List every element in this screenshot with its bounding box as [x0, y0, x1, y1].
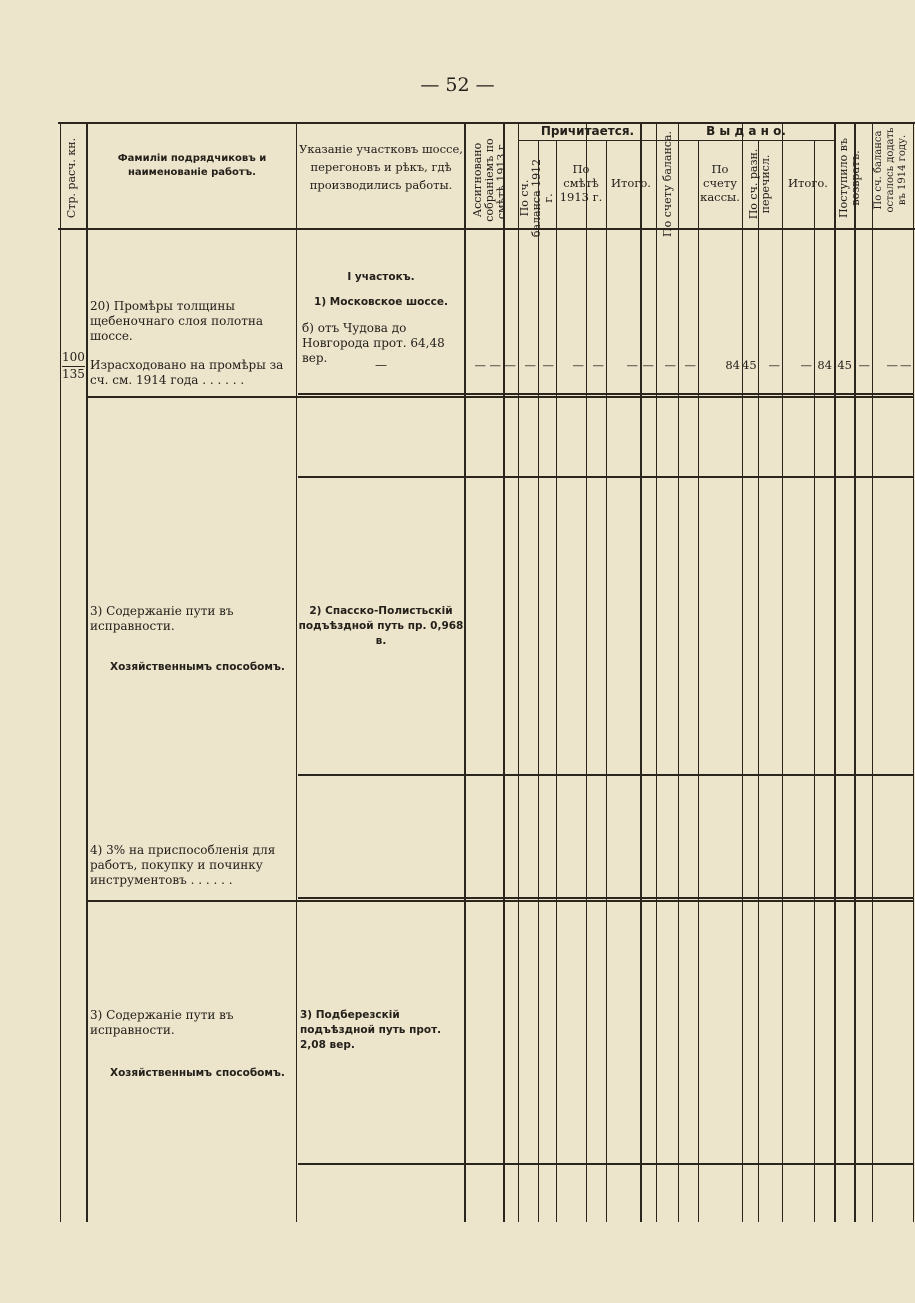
col-line: [586, 122, 587, 1222]
row-cell: —: [768, 358, 780, 372]
row-cell: —: [858, 358, 870, 372]
col-line: [518, 122, 519, 1222]
col-line: [872, 122, 873, 1222]
header-returned: Поступило въ возвратъ.: [837, 138, 862, 218]
col-line: [86, 122, 88, 1222]
rule-paid-group: [656, 140, 834, 141]
row-cell: —: [474, 358, 486, 372]
rule-after-100: [298, 393, 913, 395]
row-cell: —: [542, 358, 554, 372]
row-cell: —: [572, 358, 584, 372]
col-line: [656, 122, 657, 1222]
col-line: [782, 122, 783, 1222]
rule-podb: [298, 1163, 913, 1165]
row-ref-sub: 135: [62, 367, 85, 381]
col-line: [742, 122, 743, 1222]
row-cell: —: [642, 358, 654, 372]
header-paid-misc: По сч. разн. перечисл.: [747, 148, 772, 220]
col-line: [834, 122, 836, 1222]
rule-double: [86, 396, 913, 398]
row-cell: 84: [817, 358, 832, 372]
row-cell: —: [524, 358, 536, 372]
row-cell: —: [886, 358, 898, 372]
col-line: [698, 140, 699, 1222]
item-3b: 3) Содержанiе пути въ исправности.: [90, 1008, 234, 1037]
col-line: [60, 122, 61, 1222]
section-moskovskoe: 1) Московское шоссе.: [314, 296, 448, 308]
row-cell: 45: [837, 358, 852, 372]
row-cell: —: [664, 358, 676, 372]
row-cell: —: [900, 358, 912, 372]
col-line: [640, 122, 642, 1222]
col-line: [913, 122, 914, 1222]
header-paid-total: Итого.: [788, 176, 828, 190]
item-4: 4) 3% на приспособленiя для работъ, покупку и починку инструментовъ . . . . . .: [90, 843, 276, 887]
header-due-balance: По сч. баланса 1912 г.: [518, 158, 555, 238]
col-line: [606, 140, 607, 1222]
col-line: [556, 140, 557, 1222]
method-2: Хозяйственнымъ способомъ.: [110, 1067, 285, 1079]
item-20: 20) Промѣры толщины щебеночнаго слоя полотна шоссе.: [90, 299, 264, 343]
header-paid-balance: По счету баланса.: [661, 131, 674, 237]
section-uchastok: I участокъ.: [347, 271, 415, 283]
col-line: [758, 140, 759, 1222]
header-assigned: Ассигновано собранiемъ по смѣтѣ 1913 г.: [471, 138, 508, 222]
header-due-total: Итого.: [611, 176, 651, 190]
col-line: [538, 140, 539, 1222]
row-cell: —: [504, 358, 516, 372]
rule-spassko-3: [298, 774, 913, 776]
header-place: Указанiе участковъ шоссе, перегоновъ и рѣкъ, гдѣ производились работы.: [299, 142, 463, 192]
header-ref: Стр. расч. кн.: [65, 137, 78, 219]
header-remainder: По сч. баланса осталось додать въ 1914 году.: [873, 127, 908, 213]
header-due-estimate: По смѣтѣ 1913 г.: [559, 162, 603, 204]
col-line: [503, 122, 505, 1222]
row-cell: 45: [742, 358, 757, 372]
row-cell: —: [489, 358, 501, 372]
col-line: [678, 122, 679, 1222]
row-cell: 84: [725, 358, 740, 372]
header-paid-cash: По счету кассы.: [700, 162, 740, 204]
item-3a: 3) Содержанiе пути въ исправности.: [90, 604, 234, 633]
rule-spassko-total: [298, 897, 913, 899]
row-ref: 100: [62, 350, 85, 364]
section-chudovo: б) отъ Чудова до Новгорода прот. 64,48 вер.: [302, 321, 445, 365]
section-podberezsky: 3) Подберезскiй подъѣздной путь прот. 2,08 вер.: [300, 1009, 442, 1051]
row-cell: —: [684, 358, 696, 372]
row-cell: —: [800, 358, 812, 372]
header-due: Причитается.: [540, 124, 635, 138]
col-line: [814, 140, 815, 1222]
row-name: Израсходовано на промѣры за сч. см. 1914 года . . . . . .: [90, 358, 284, 387]
col-line: [464, 122, 466, 1222]
header-paid: В ы д а н о.: [706, 124, 786, 138]
row-place: —: [375, 358, 387, 372]
rule-total-chudovo: [298, 476, 913, 478]
section-spassko: 2) Спасско-Полистьскiй подъѣздной путь пр. 0,968 в.: [298, 605, 464, 647]
row-cell: —: [626, 358, 638, 372]
header-name: Фамилiи подрядчиковъ и наименованiе работъ.: [117, 153, 267, 178]
col-line: [296, 122, 297, 1222]
method-1: Хозяйственнымъ способомъ.: [110, 661, 285, 673]
col-line: [854, 122, 856, 1222]
page-number: — 52 —: [420, 74, 495, 96]
row-cell: —: [592, 358, 604, 372]
rule-double: [86, 900, 913, 902]
